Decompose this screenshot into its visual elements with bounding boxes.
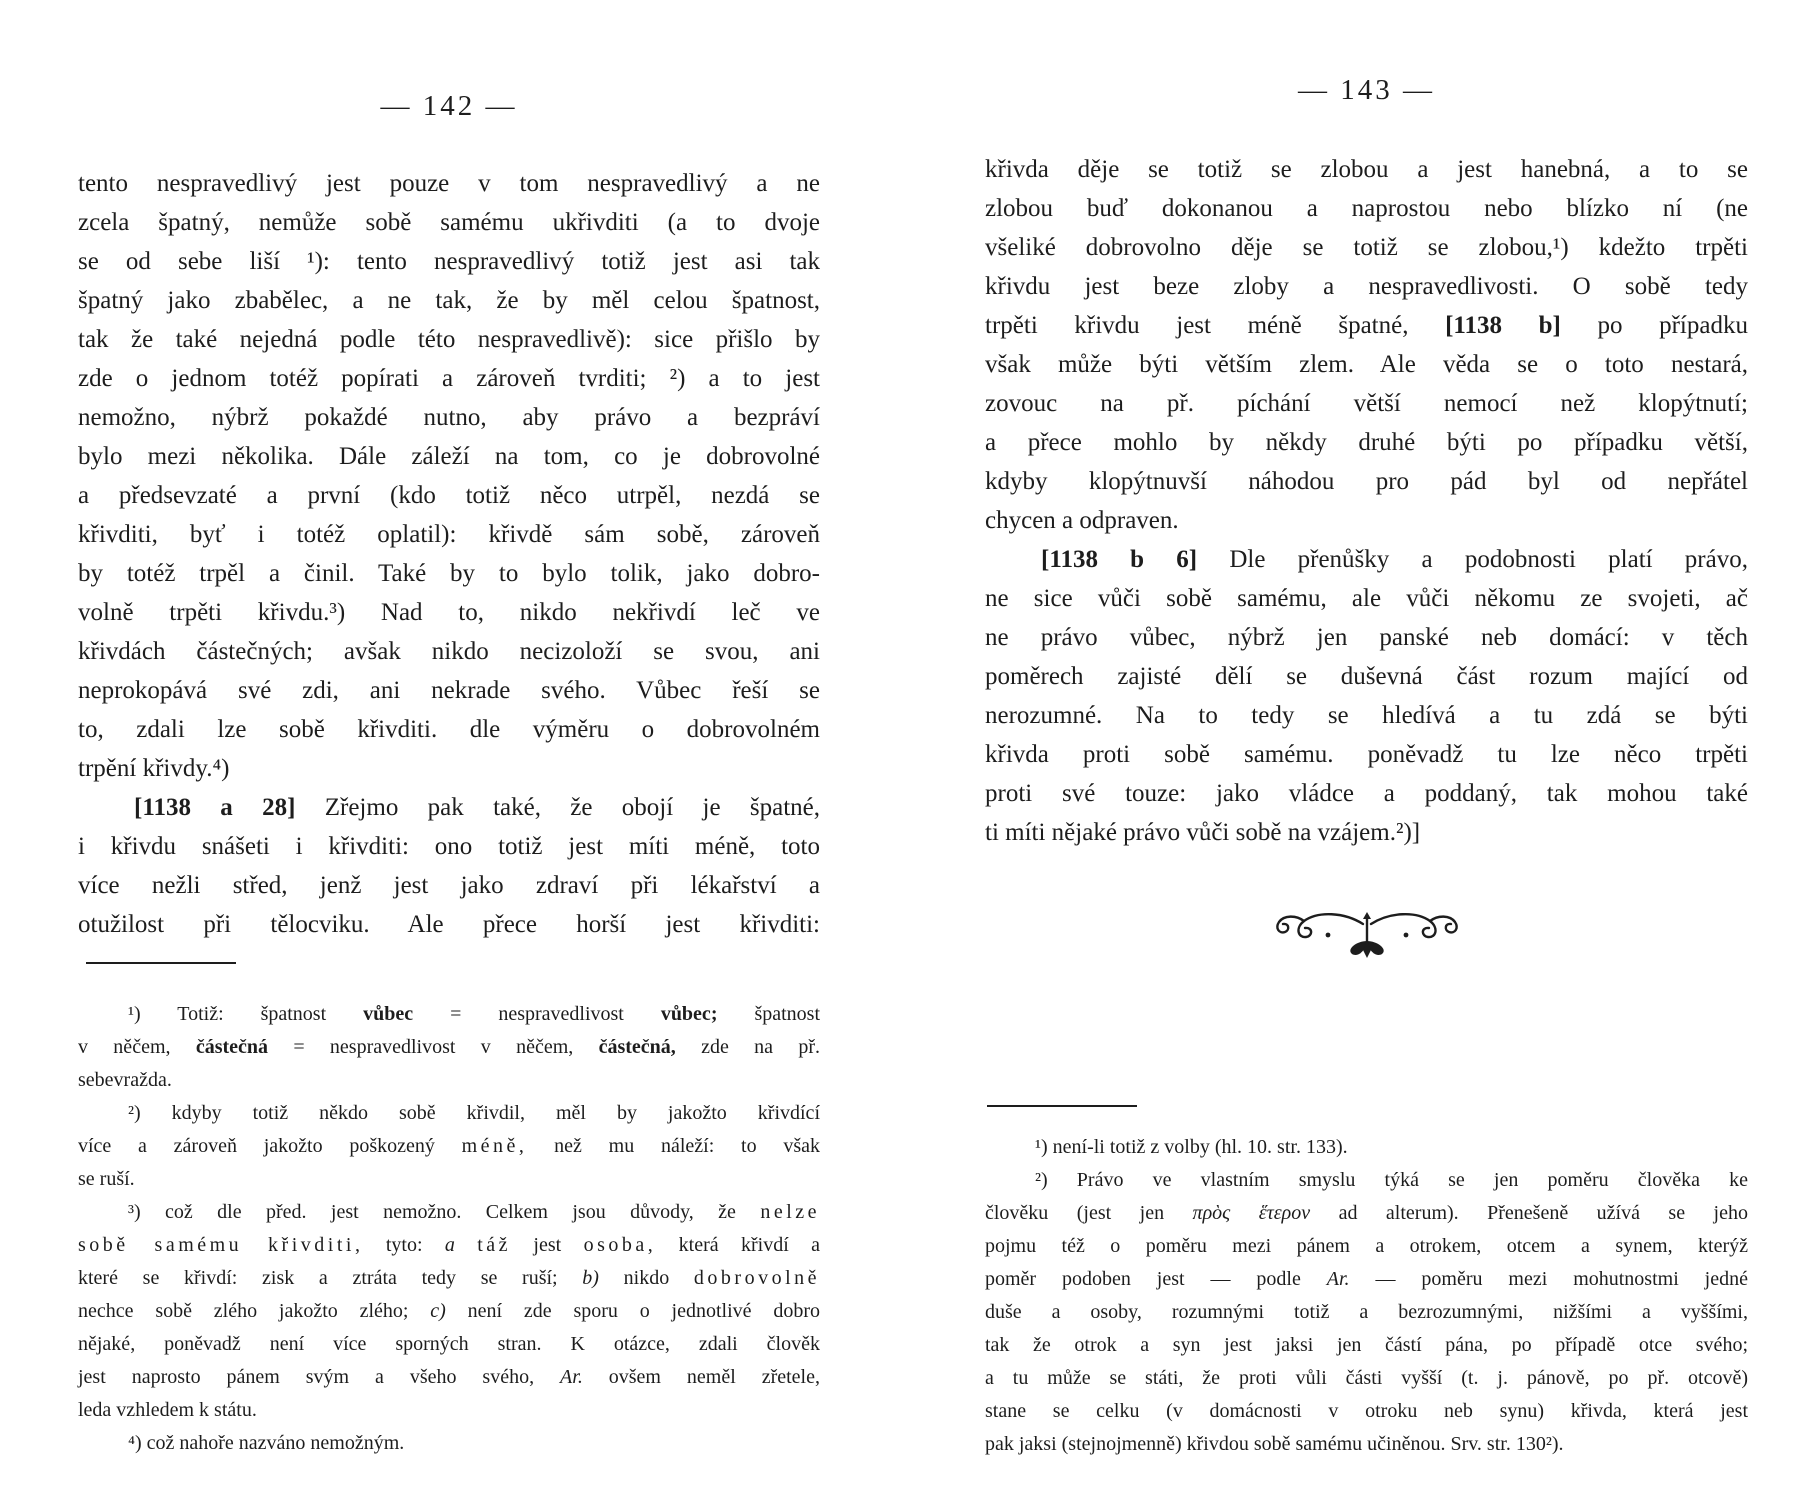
text-segment: poměrech zajisté dělí se duševná část rozum mající od (985, 663, 1748, 690)
text-line (78, 671, 820, 710)
text-segment: to, zdali lze sobě křivditi. dle výměru o dobrovolném (78, 716, 820, 743)
text-segment: sebevražda. (78, 1069, 172, 1091)
text-line (985, 696, 1748, 735)
text-segment: všeliké dobrovolno děje se totiž se zlobou,¹) kdežto trpěti (985, 234, 1748, 261)
footnotes (78, 998, 820, 1460)
text-line (985, 735, 1748, 774)
text-line (985, 501, 1748, 540)
text-segment: Ar. (560, 1366, 583, 1388)
text-line (985, 423, 1748, 462)
text-segment: ¹) není-li totiž z volby (hl. 10. str. 133). (1035, 1136, 1348, 1158)
text-segment: křivda děje se totiž se zlobou a jest hanebná, a to se (985, 156, 1748, 183)
text-segment: pojmu též o poměru mezi pánem a otrokem, otcem a synem, kterýž (985, 1235, 1748, 1257)
text-line (78, 905, 820, 944)
text-segment: i křivdu snášeti i křivditi: ono totiž jest míti méně, toto (78, 833, 820, 860)
text-line (78, 998, 820, 1031)
text-segment: Ar. (1326, 1268, 1350, 1290)
text-line (78, 398, 820, 437)
text-segment: tak že otrok a syn jest jaksi jen částí pána, po případě otce svého; (985, 1334, 1748, 1356)
text-segment: nerozumné. Na to tedy se hledívá a tu zdá se býti (985, 702, 1748, 729)
text-line (78, 788, 820, 827)
text-segment: chycen a odpraven. (985, 507, 1179, 534)
text-segment: ovšem neměl zřetele, (582, 1366, 820, 1388)
text-segment: = nespravedlivost v něčem, (268, 1036, 599, 1058)
text-line (985, 1164, 1748, 1197)
text-line (985, 306, 1748, 345)
text-segment: kdyby klopýtnuvší náhodou pro pád byl od nepřátel (985, 468, 1748, 495)
text-line (985, 1197, 1748, 1230)
footnotes (985, 1131, 1748, 1461)
text-line (78, 437, 820, 476)
text-segment: křivdách částečných; avšak nikdo necizoloží se svou, ani (78, 638, 820, 665)
text-line (78, 1295, 820, 1328)
text-line (985, 1362, 1748, 1395)
text-line (985, 228, 1748, 267)
footnote-separator (987, 1105, 1137, 1107)
text-line (78, 710, 820, 749)
text-segment: a tu může se státi, že proti vůli části vyšší (t. j. pánově, po př. otcově) (985, 1367, 1748, 1389)
text-line (78, 827, 820, 866)
text-segment: bylo mezi několika. Dále záleží na tom, co je dobrovolné (78, 443, 820, 470)
text-segment: ¹) Totiž: špatnost (128, 1003, 364, 1025)
text-segment: osoba, (583, 1234, 657, 1256)
text-line (78, 554, 820, 593)
text-segment: trpěti křivdu jest méně špatné, (985, 312, 1446, 339)
text-segment: člověku (jest jen (985, 1202, 1193, 1224)
text-segment: by totéž trpěl a činil. Také by to bylo tolik, jako dobro- (78, 560, 820, 587)
text-line (985, 1428, 1748, 1461)
text-segment: vůbec; (660, 1003, 718, 1025)
text-segment: stane se celku (v domácnosti v otroku neb synu) křivda, která jest (985, 1400, 1748, 1422)
text-segment: nikdo (598, 1267, 694, 1289)
text-line (985, 540, 1748, 579)
text-segment: poměr podoben jest — podle (985, 1268, 1327, 1290)
text-segment: se ruší. (78, 1168, 135, 1190)
text-segment: — poměru mezi mohutnostmi jedné (1349, 1268, 1748, 1290)
text-line (78, 1328, 820, 1361)
text-segment: neprokopává své zdi, ani nekrade svého. Vůbec řeší se (78, 677, 820, 704)
text-line (985, 618, 1748, 657)
text-segment: křivditi, byť i totéž oplatil): křivdě sám sobě, zároveň (78, 521, 820, 548)
text-segment: ne právo vůbec, nýbrž jen panské neb domácí: v těch (985, 624, 1748, 651)
text-segment: vůbec (363, 1003, 414, 1025)
text-segment: než mu náleží: to však (527, 1135, 820, 1157)
text-segment: nějaké, poněvadž není více sporných stran. K otázce, zdali člověk (78, 1333, 820, 1355)
text-segment: ne sice vůči sobě samému, ale vůči někomu ze svojeti, ač (985, 585, 1748, 612)
text-line (78, 320, 820, 359)
text-segment: špatný jako zbabělec, a ne tak, že by měl celou špatnost, (78, 287, 820, 314)
text-segment: Zřejmo pak také, že obojí je špatné, (295, 794, 820, 821)
footnote-separator (86, 962, 236, 964)
text-segment: v něčem, (78, 1036, 196, 1058)
text-segment: ³) což dle před. jest nemožno. Celkem jsou důvody, že (128, 1201, 761, 1223)
text-line (78, 1031, 820, 1064)
text-segment: zde na př. (675, 1036, 821, 1058)
text-line (78, 1064, 820, 1097)
text-segment: pak jaksi (stejnojmenně) křivdou sobě samému učiněnou. Srv. str. 130²). (985, 1433, 1564, 1455)
page-number: — 142 — (380, 90, 518, 122)
text-segment: ²) kdyby totiž někdo sobě křivdil, měl by jakožto křivdící (128, 1102, 820, 1124)
text-line (985, 813, 1748, 852)
text-line (78, 281, 820, 320)
text-segment: částečná (195, 1036, 269, 1058)
text-segment: ad alterum). Přenešeně užívá se jeho (1310, 1202, 1748, 1224)
text-segment: není zde sporu o jednotlivé dobro (445, 1300, 820, 1322)
text-segment: = nespravedlivost (413, 1003, 661, 1025)
text-segment: nechce sobě zlého jakožto zlého; (78, 1300, 431, 1322)
text-segment: ti míti nějaké právo vůči sobě na vzájem.²)] (985, 819, 1421, 846)
flourish-ornament-icon (1262, 908, 1472, 960)
text-line (985, 462, 1748, 501)
text-segment: a předsevzaté a první (kdo totiž něco utrpěl, nezdá se (78, 482, 820, 509)
text-line (78, 1361, 820, 1394)
text-segment: zcela špatný, nemůže sobě samému ukřivditi (a to dvoje (78, 209, 820, 236)
text-segment: sobě samému křivditi, (78, 1234, 364, 1256)
text-segment: jest (511, 1234, 584, 1256)
text-line (78, 1262, 820, 1295)
text-segment: ²) Právo ve vlastním smyslu týká se jen poměru člověka ke (1035, 1169, 1748, 1191)
text-line (78, 164, 820, 203)
text-line (985, 579, 1748, 618)
text-segment: proti své touze: jako vládce a poddaný, tak mohou také (985, 780, 1748, 807)
text-segment: ⁴) což nahoře nazváno nemožným. (128, 1432, 405, 1454)
text-segment: tyto: (363, 1234, 445, 1256)
text-segment: více nežli střed, jenž jest jako zdraví při lékařství a (78, 872, 820, 899)
text-segment: [1138 b] (1445, 312, 1561, 339)
text-line (78, 593, 820, 632)
text-line (985, 384, 1748, 423)
text-line (78, 1427, 820, 1460)
text-line (985, 774, 1748, 813)
text-line (78, 1196, 820, 1229)
text-segment: zde o jednom totéž popírati a zároveň tvrditi; ²) a to jest (78, 365, 820, 392)
text-line (78, 1163, 820, 1196)
text-segment: se od sebe liší ¹): tento nespravedlivý totiž jest asi tak (78, 248, 820, 275)
text-line (78, 1097, 820, 1130)
text-line (78, 515, 820, 554)
text-segment: částečná, (598, 1036, 676, 1058)
text-segment: táž (477, 1234, 512, 1256)
text-segment: otužilost při tělocviku. Ale přece horší jest křivditi: (78, 911, 820, 938)
text-segment: πρὸς ἕτερον (1192, 1202, 1311, 1224)
text-segment: trpění křivdy.⁴) (78, 755, 230, 782)
text-line (985, 1395, 1748, 1428)
text-segment: [1138 b 6] (1041, 546, 1198, 573)
text-segment: nemožno, nýbrž pokaždé nutno, aby právo a bezpráví (78, 404, 820, 431)
text-segment: Dle přenůšky a podobnosti platí právo, (1197, 546, 1748, 573)
text-segment: b) (582, 1267, 599, 1289)
text-segment: duše a osoby, rozumnými totiž a bezrozumnými, nižšími a vyššími, (985, 1301, 1748, 1323)
text-line (78, 203, 820, 242)
text-line (78, 1394, 820, 1427)
text-segment: a (444, 1234, 455, 1256)
text-line (78, 476, 820, 515)
text-segment (455, 1234, 477, 1256)
text-segment: více a zároveň jakožto poškozený (78, 1135, 462, 1157)
text-line (78, 1229, 820, 1262)
text-segment: tento nespravedlivý jest pouze v tom nespravedlivý a ne (78, 170, 820, 197)
text-segment: která křivdí a (656, 1234, 821, 1256)
text-line (78, 242, 820, 281)
text-segment: dobrovolně (693, 1267, 820, 1289)
page-number: — 143 — (1298, 74, 1435, 106)
text-line (985, 1131, 1748, 1164)
text-line (985, 1296, 1748, 1329)
text-line (78, 359, 820, 398)
text-line (985, 1230, 1748, 1263)
text-segment: c) (430, 1300, 446, 1322)
text-line (985, 345, 1748, 384)
text-segment: [1138 a 28] (134, 794, 296, 821)
text-segment: špatnost (717, 1003, 821, 1025)
text-segment: křivda proti sobě samému. poněvadž tu lze něco trpěti (985, 741, 1748, 768)
text-line (78, 1130, 820, 1163)
text-line (985, 1329, 1748, 1362)
text-line (985, 1263, 1748, 1296)
text-segment: po případku (1560, 312, 1748, 339)
text-segment: nelze (760, 1201, 820, 1223)
text-segment: jest naprosto pánem svým a všeho svého, (78, 1366, 561, 1388)
text-line (78, 749, 820, 788)
text-segment: však může býti větším zlem. Ale věda se o toto nestará, (985, 351, 1748, 378)
text-line (985, 657, 1748, 696)
text-line (78, 866, 820, 905)
text-line (985, 189, 1748, 228)
text-segment: zlobou buď dokonanou a naprostou nebo blízko ní (ne (985, 195, 1748, 222)
text-line (985, 267, 1748, 306)
text-line (985, 150, 1748, 189)
page-142 (78, 88, 820, 1460)
text-segment: které se křivdí: zisk a ztráta tedy se ruší; (78, 1267, 583, 1289)
text-segment: volně trpěti křivdu.³) Nad to, nikdo nekřivdí leč ve (78, 599, 820, 626)
page-143 (985, 72, 1748, 1461)
body-text (78, 164, 820, 944)
text-segment: tak že také nejedná podle této nespravedlivě): sice přišlo by (78, 326, 820, 353)
text-segment: leda vzhledem k státu. (78, 1399, 257, 1421)
text-segment: zovouc na př. píchání větší nemocí než klopýtnutí; (985, 390, 1748, 417)
text-segment: a přece mohlo by někdy druhé býti po případku větší, (985, 429, 1748, 456)
text-segment: méně, (461, 1135, 528, 1157)
text-line (78, 632, 820, 671)
text-segment: křivdu jest beze zloby a nespravedlivosti. O sobě tedy (985, 273, 1748, 300)
body-text (985, 150, 1748, 852)
